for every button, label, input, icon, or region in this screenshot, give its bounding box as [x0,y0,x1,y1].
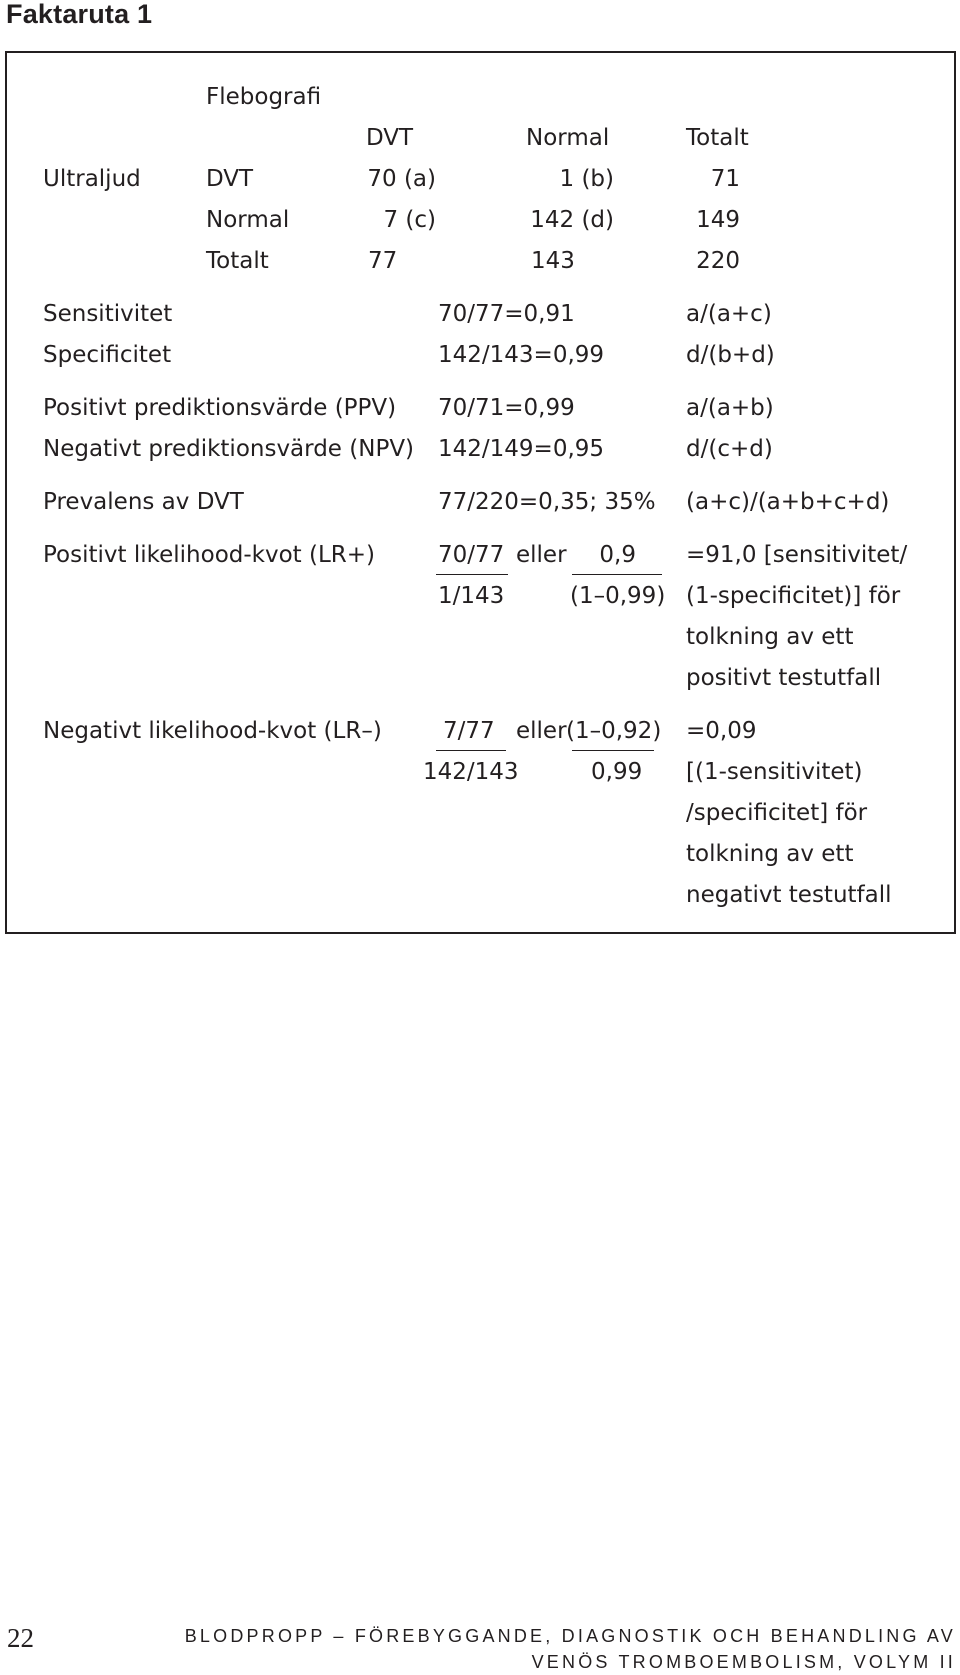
measure-value: 70/77=0,91 [438,301,575,327]
lr-pos-frac1-numerator: 70/77 [438,542,505,568]
measure-formula: (a+c)/(a+b+c+d) [686,489,890,515]
measure-value: 77/220=0,35; 35% [438,489,656,515]
measure-formula: d/(c+d) [686,436,773,462]
col-header-dvt: DVT [366,125,414,151]
lr-pos-result-line: (1-specificitet)] för [686,583,901,609]
lr-neg-frac1-denominator: 142/143 [423,759,519,785]
measure-formula: a/(a+b) [686,395,774,421]
cell-normal-normal: 142 (d) [530,207,614,233]
measure-label: Prevalens av DVT [43,489,244,515]
row-label-totalt: Totalt [206,248,269,274]
lr-neg-result-line: /specificitet] för [686,800,868,826]
measure-value: 70/71=0,99 [438,395,575,421]
cell-totalt-normal: 143 [531,248,575,274]
cell-totalt-total: 220 [696,248,740,274]
lr-pos-result-line: =91,0 [sensitivitet/ [686,542,908,568]
lr-pos-frac1-bar [436,574,508,575]
cell-dvt-dvt: 70 (a) [367,166,436,192]
lr-pos-result-line: positivt testutfall [686,665,882,691]
measure-label: Positivt prediktionsvärde (PPV) [43,395,397,421]
lr-neg-label: Negativt likelihood-kvot (LR–) [43,718,382,744]
lr-neg-result-line: [(1-sensitivitet) [686,759,863,785]
lr-pos-frac2-bar [572,574,662,575]
cell-dvt-normal: 1 (b) [559,166,614,192]
lr-neg-frac2-numerator: (1–0,92) [566,718,662,744]
lr-neg-frac2-bar [572,750,654,751]
lr-neg-result-line: =0,09 [686,718,757,744]
cell-totalt-dvt: 77 [368,248,398,274]
row-label-dvt: DVT [206,166,254,192]
table-group-header: Flebografi [206,84,322,110]
cell-normal-total: 149 [696,207,740,233]
measure-value: 142/143=0,99 [438,342,605,368]
running-footer-line2: VENÖS TROMBOEMBOLISM, VOLYM II [531,1652,956,1672]
lr-pos-frac2-numerator: 0,9 [599,542,636,568]
row-group-label: Ultraljud [43,166,141,192]
lr-pos-frac1-denominator: 1/143 [438,583,505,609]
lr-neg-result-line: tolkning av ett [686,841,854,867]
measure-label: Sensitivitet [43,301,173,327]
lr-pos-frac2-denominator: (1–0,99) [570,583,666,609]
cell-dvt-total: 71 [710,166,740,192]
measure-label: Negativt prediktionsvärde (NPV) [43,436,415,462]
lr-neg-or: eller [516,718,567,744]
running-footer-line1: BLODPROPP – FÖREBYGGANDE, DIAGNOSTIK OCH BEHANDLING AV [184,1626,956,1646]
col-header-totalt: Totalt [686,125,749,151]
measure-value: 142/149=0,95 [438,436,605,462]
lr-neg-frac1-numerator: 7/77 [443,718,495,744]
lr-pos-or: eller [516,542,567,568]
page-number: 22 [7,1623,34,1653]
lr-pos-label: Positivt likelihood-kvot (LR+) [43,542,376,568]
measure-label: Specificitet [43,342,172,368]
measure-formula: a/(a+c) [686,301,772,327]
lr-neg-frac2-denominator: 0,99 [591,759,643,785]
lr-pos-result-line: tolkning av ett [686,624,854,650]
lr-neg-frac1-bar [436,750,506,751]
row-label-normal: Normal [206,207,290,233]
cell-normal-dvt: 7 (c) [383,207,436,233]
lr-neg-result-line: negativt testutfall [686,882,892,908]
col-header-normal: Normal [526,125,610,151]
page-heading: Faktaruta 1 [6,0,153,29]
measure-formula: d/(b+d) [686,342,775,368]
